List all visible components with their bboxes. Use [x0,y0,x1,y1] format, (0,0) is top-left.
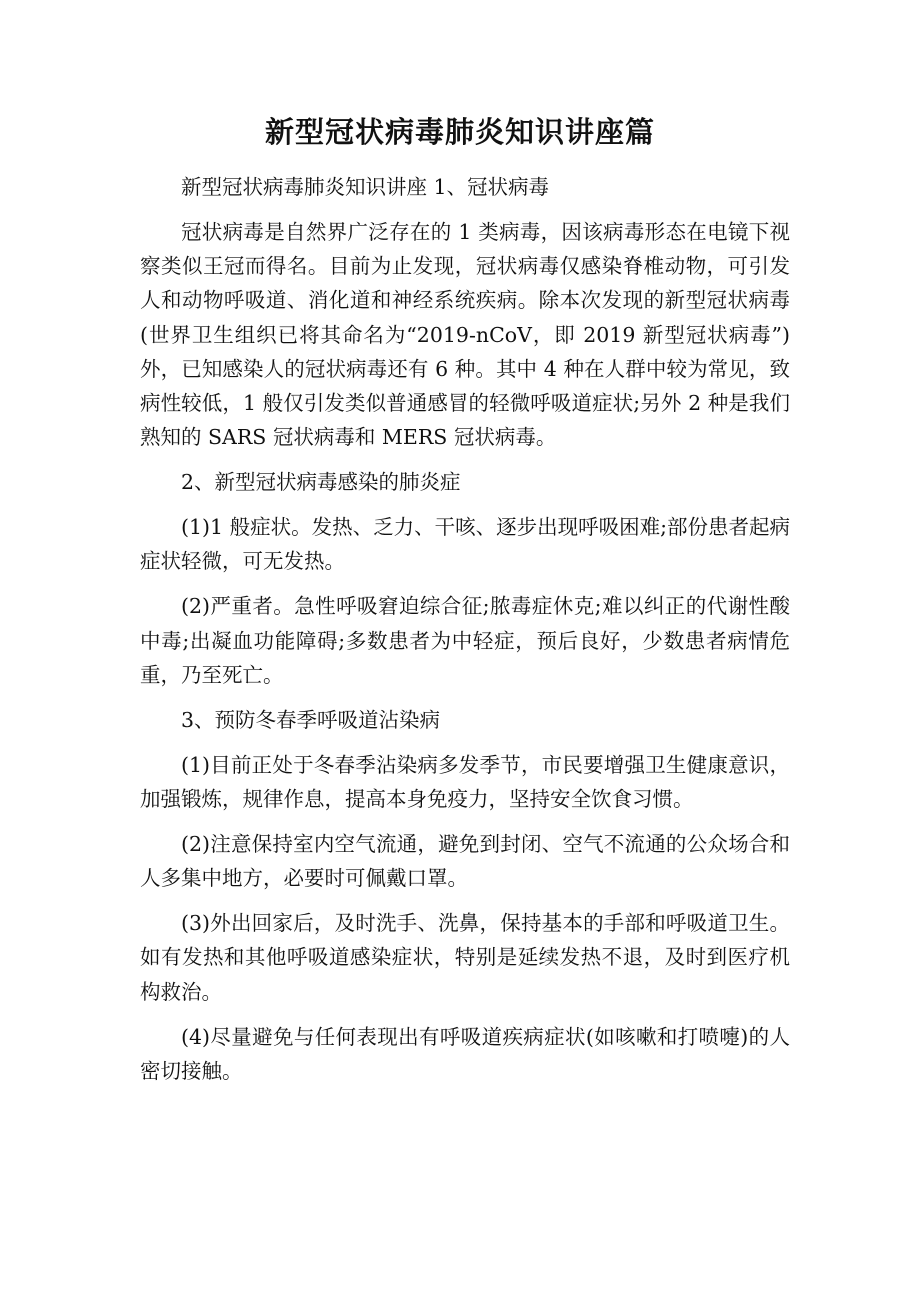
paragraph-section-3-heading: 3、预防冬春季呼吸道沾染病 [181,707,441,732]
paragraph-prevention-3: (3)外出回家后，及时洗手、洗鼻，保持基本的手部和呼吸道卫生。如有发热和其他呼吸道感染症状，特别是延续发热不退，及时到医疗机构救治。 [140,911,790,1004]
document-title: 新型冠状病毒肺炎知识讲座篇 [264,115,655,149]
paragraph-general-symptoms: (1)1 般症状。发热、乏力、干咳、逐步出现呼吸困难;部份患者起病症状轻微，可无发热。 [140,515,791,574]
paragraph-prevention-1: (1)目前正处于冬春季沾染病多发季节，市民要增强卫生健康意识，加强锻炼，规律作息，提高本身免疫力，坚持安全饮食习惯。 [140,752,790,812]
paragraph-severe-cases: (2)严重者。急性呼吸窘迫综合征;脓毒症休克;难以纠正的代谢性酸中毒;出凝血功能障碍;多数患者为中轻症，预后良好，少数患者病情危重，乃至死亡。 [140,594,790,687]
paragraph-intro-heading: 新型冠状病毒肺炎知识讲座 1、冠状病毒 [181,175,550,199]
paragraph-section-2-heading: 2、新型冠状病毒感染的肺炎症 [181,470,461,495]
document-body [140,170,790,1088]
paragraph-prevention-4: (4)尽量避免与任何表现出有呼吸道疾病症状(如咳嗽和打喷嚏)的人密切接触。 [140,1024,790,1083]
paragraph-prevention-2: (2)注意保持室内空气流通，避免到封闭、空气不流通的公众场合和人多集中地方，必要时可佩戴口罩。 [140,832,790,891]
paragraph-coronavirus-overview: 冠状病毒是自然界广泛存在的 1 类病毒，因该病毒形态在电镜下视察类似王冠而得名。目前为止发现，冠状病毒仅感染脊椎动物，可引发人和动物呼吸道、消化道和神经系统疾病。除本次发现的新型冠状病毒(世界卫生组织已将其命名为“2019-nCoV，即 2019 新型冠状病毒”)外，已知感染人的冠状病毒还有 6 种。其中 4 种在人群中较为常见，致病性较低，1 般仅引发类似普通感冒的轻微呼吸道症状;另外 2 种是我们熟知的 SARS 冠状病毒和 MERS 冠状病毒。 [140,220,790,450]
